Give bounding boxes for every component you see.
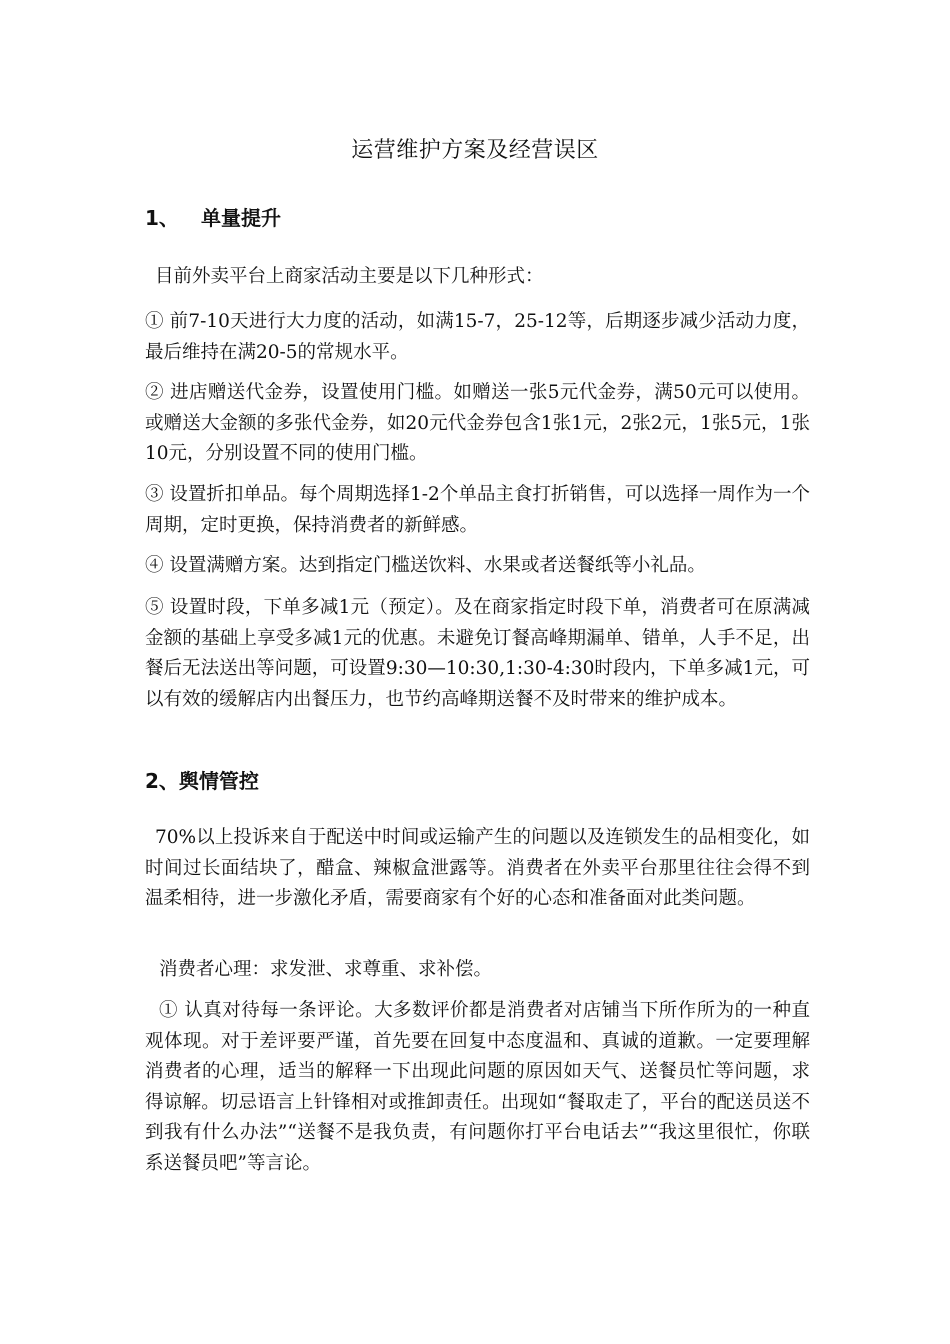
- section2-paragraph-3: ① 认真对待每一条评论。大多数评价都是消费者对店铺当下所作所为的一种直观体现。对于差评要严谨，首先要在回复中态度温和、真诚的道歉。一定要理解消费者的心理，适当的解释一下出现此问题的原因如天气、送餐员忙等问题，求得谅解。切忌语言上针锋相对或推卸责任。出现如“餐取走了，平台的配送员送不到我有什么办法”“送餐不是我负责，有问题你打平台电话去”“我这里很忙，你联系送餐员吧”等言论。: [145, 1000, 810, 1174]
- section1-item-1: ① 前7-10天进行大力度的活动，如满15-7，25-12等，后期逐步减少活动力度，最后维持在满20-5的常规水平。: [145, 311, 810, 363]
- section1-item-2: ② 进店赠送代金券，设置使用门槛。如赠送一张5元代金券，满50元可以使用。或赠送大金额的多张代金券，如20元代金券包含1张1元，2张2元，1张5元，1张10元，分别设置不同的使用门槛。: [145, 382, 810, 464]
- section-heading-2: 2、舆情管控: [145, 769, 259, 793]
- section2-paragraph-2: 消费者心理：求发泄、求尊重、求补偿。: [159, 959, 493, 980]
- document-title: 运营维护方案及经营误区: [351, 138, 599, 163]
- section-number-1: 1、: [145, 206, 179, 230]
- section2-paragraph-1: 70%以上投诉来自于配送中时间或运输产生的问题以及连锁发生的品相变化，如时间过长面结块了，醋盒、辣椒盒泄露等。消费者在外卖平台那里往往会得不到温柔相待，进一步激化矛盾，需要商家有个好的心态和准备面对此类问题。: [145, 827, 810, 909]
- section-heading-1: [145, 203, 281, 233]
- section1-item-4: ④ 设置满赠方案。达到指定门槛送饮料、水果或者送餐纸等小礼品。: [145, 555, 706, 576]
- section1-item-3: ③ 设置折扣单品。每个周期选择1-2个单品主食打折销售，可以选择一周作为一个周期，定时更换，保持消费者的新鲜感。: [145, 484, 810, 536]
- section-title-1: 单量提升: [201, 206, 281, 230]
- section1-item-5: ⑤ 设置时段，下单多减1元（预定）。及在商家指定时段下单，消费者可在原满减金额的基础上享受多减1元的优惠。未避免订餐高峰期漏单、错单，人手不足，出餐后无法送出等问题，可设置9:30—10:30,1:30-4:30时段内，下单多减1元，可以有效的缓解店内出餐压力，也节约高峰期送餐不及时带来的维护成本。: [145, 597, 810, 710]
- section1-intro: 目前外卖平台上商家活动主要是以下几种形式：: [155, 266, 544, 287]
